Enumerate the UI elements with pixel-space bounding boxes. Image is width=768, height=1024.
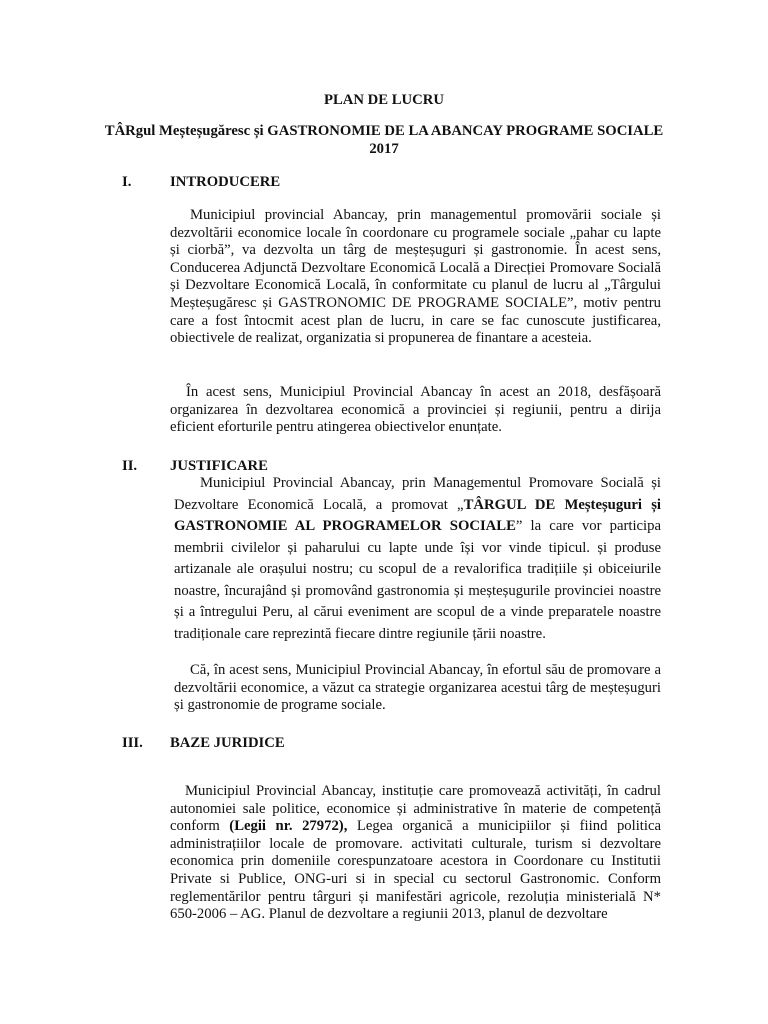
baze-text-2: Legea organică a municipiilor și fiind politica administrațiilor locale de promovare. activitati culturale, turism si dezvoltare economica prin domeniile corespunzatoare acestora in Coordonare cu Institutii Private si Publice, ONG-uri si in special cu sectorul Gastronomic. Conform reglementărilor pentru târguri și manifestări agricole, rezoluția ministerială N* 650-2006 – AG. Planul de dezvoltare a regiunii 2013, planul de dezvoltare (170, 818, 661, 923)
law-reference-bold: (Legii nr. 27972), (229, 818, 348, 835)
introducere-paragraph-1: Municipiul provincial Abancay, prin managementul promovării sociale și dezvoltării economice locale în coordonare cu programele sociale „pahar cu lapte și ciorbă”, va dezvolta un târg de meșteșuguri și gastronomie. În acest sens, Conducerea Adjunctă Dezvoltare Economică Locală a Direcției Promovare Socială și Dezvoltare Economică Locală, în conformitate cu planul de lucru al „Târgului Meșteșugăresc și GASTRONOMIC DE PROGRAME SOCIALE”, motiv pentru care a fost întocmit acest plan de lucru, in care se fac cunoscute justificarea, obiectivele de realizat, organizatia si propunerea de finantare a acesteia. (170, 207, 661, 347)
justificare-text-1: Municipiul Provincial Abancay, prin Managementul Promovare Socială și Dezvoltare Economică Locală, a promovat „ (174, 475, 661, 513)
justificare-text-2: ” la care vor participa membrii civilelor și paharului cu lapte unde își vor vinde tipicul. și produse artizanale ale orașului nostru; cu scopul de a revalorifica tradițiile și obiceiurile noastre, încurajând și promovând gastronomia și meșteșugurile provinciei noastre și a întregului Peru, al cărui eveniment are scopul de a vinde preparatele noastre tradiționale care reprezintă fiecare dintre regiunile țării noastre. (174, 518, 661, 642)
baze-juridice-paragraph-1 (170, 783, 661, 924)
document-subtitle (100, 122, 668, 158)
baze-text-1: Municipiul Provincial Abancay, instituție care promovează activități, în cadrul autonomiei sale politice, economice și administrative în materie de competență conform (170, 783, 661, 835)
document-title: PLAN DE LUCRU (324, 92, 444, 108)
section-title: JUSTIFICARE (170, 458, 268, 474)
targ-name-bold: TÂRGUL DE Meșteșuguri și GASTRONOMIE AL PROGRAMELOR SOCIALE (174, 496, 661, 534)
introducere-paragraph-2: În acest sens, Municipiul Provincial Abancay în acest an 2018, desfășoară organizarea în dezvoltarea economică a provinciei și regiunii, pentru a dirija eficient eforturile pentru atingerea obiectivelor enunțate. (170, 384, 661, 436)
section-number: III. (122, 735, 143, 751)
section-number: I. (122, 174, 132, 190)
section-title: INTRODUCERE (170, 174, 281, 190)
subtitle-line-2: 2017 (369, 141, 399, 157)
justificare-paragraph-1 (174, 473, 661, 645)
section-number: II. (122, 458, 138, 474)
section-title: BAZE JURIDICE (170, 735, 285, 751)
justificare-paragraph-2: Că, în acest sens, Municipiul Provincial Abancay, în efortul său de promovare a dezvoltării economice, a văzut ca strategie organizarea acestui târg de meșteșuguri și gastronomie de programe sociale. (174, 662, 661, 714)
subtitle-line-1: TÂRgul Meșteșugăresc și GASTRONOMIE DE LA ABANCAY PROGRAME SOCIALE (104, 123, 664, 139)
